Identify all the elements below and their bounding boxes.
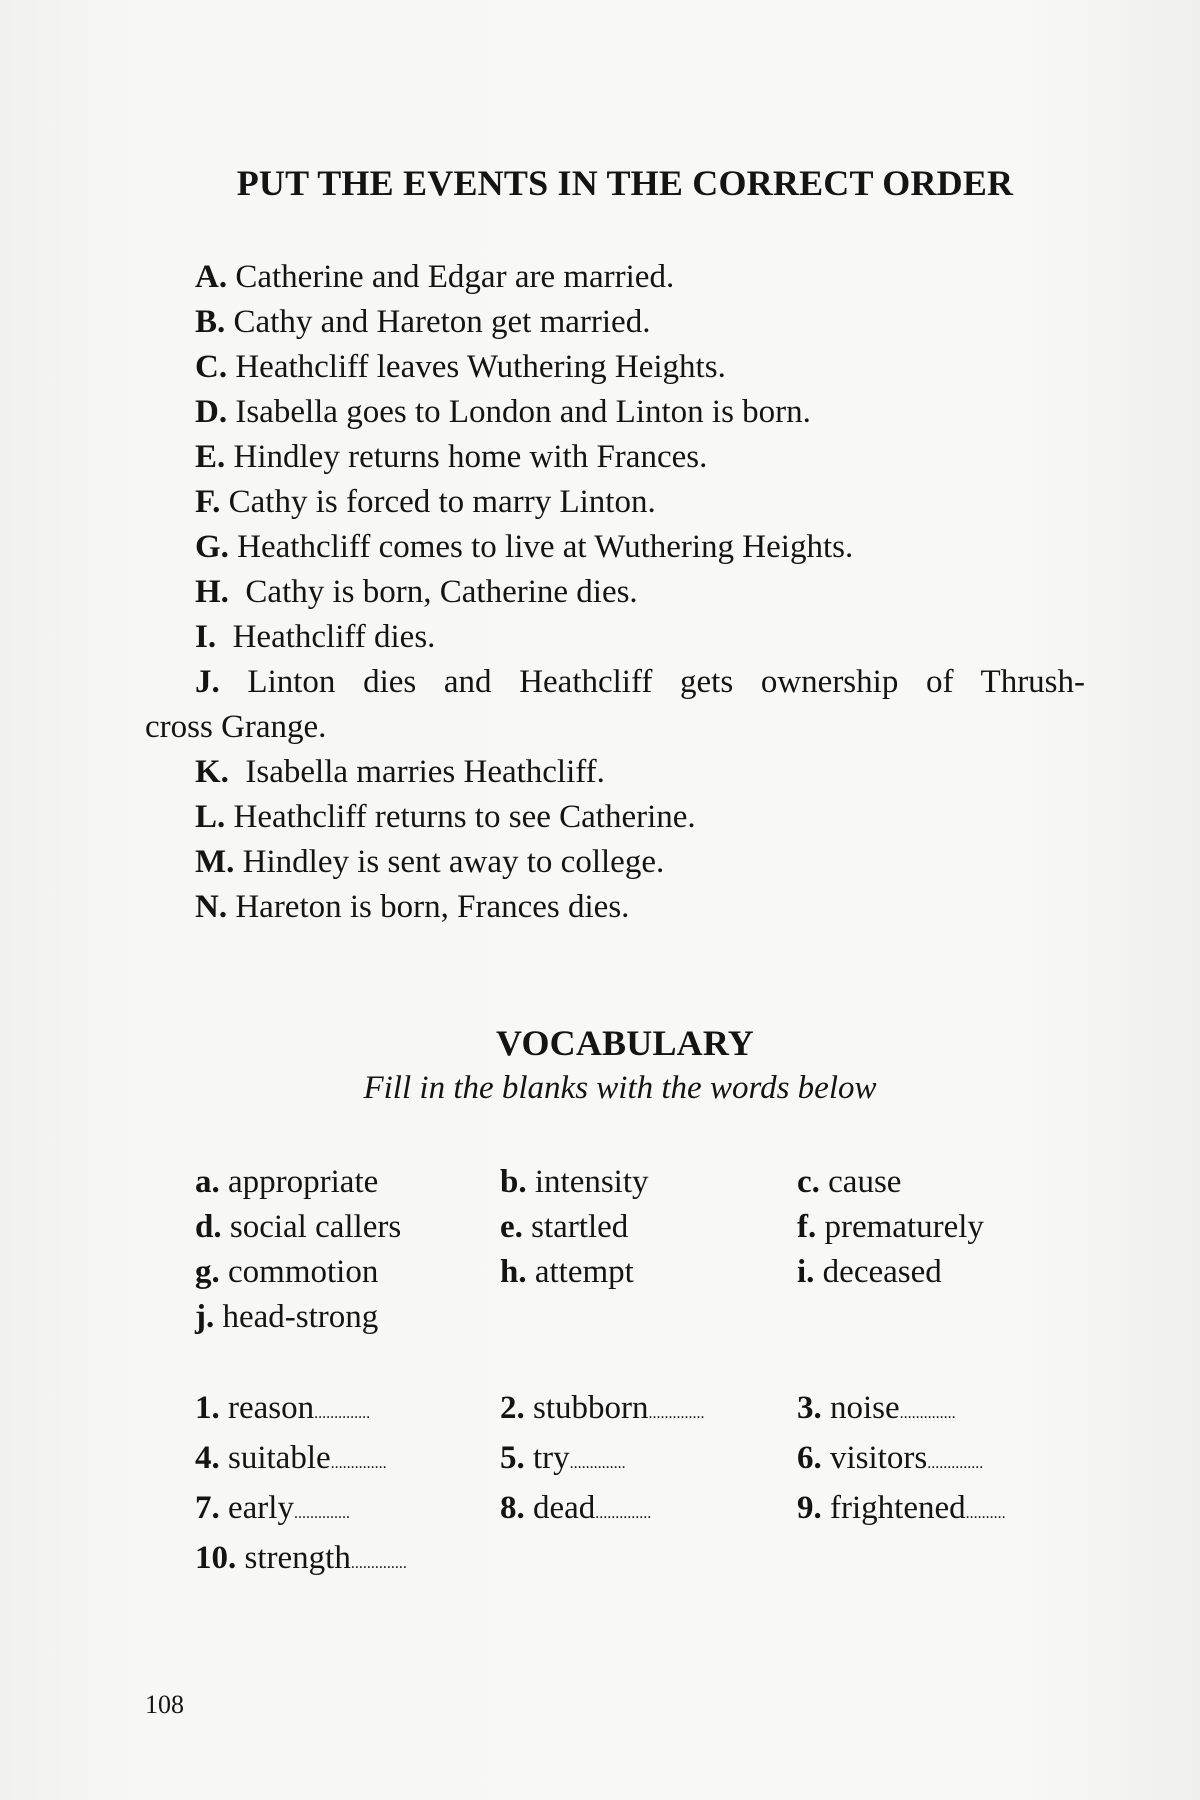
event-item: M. Hindley is sent away to college. bbox=[195, 844, 665, 880]
event-item: N. Hareton is born, Frances dies. bbox=[195, 889, 630, 925]
word-bank-item: b. intensity bbox=[500, 1164, 649, 1200]
answer-blank[interactable]: .............. bbox=[927, 1455, 984, 1472]
exercise-item: 7. early.............. bbox=[195, 1486, 500, 1536]
word-bank-item: i. deceased bbox=[797, 1254, 942, 1290]
event-item: B. Cathy and Hareton get married. bbox=[195, 304, 651, 340]
word-bank-item: c. cause bbox=[797, 1164, 902, 1200]
event-item: E. Hindley returns home with Frances. bbox=[195, 439, 708, 475]
exercise-item: 1. reason.............. bbox=[195, 1386, 500, 1436]
vocabulary-word-bank bbox=[195, 1160, 1097, 1340]
word-bank-item: g. commotion bbox=[195, 1254, 379, 1290]
event-item bbox=[145, 660, 1085, 750]
answer-blank[interactable]: .............. bbox=[899, 1405, 956, 1422]
event-item: G. Heathcliff comes to live at Wuthering Heights. bbox=[195, 529, 854, 565]
answer-blank[interactable]: .............. bbox=[595, 1505, 652, 1522]
word-bank-item: f. prematurely bbox=[797, 1209, 984, 1245]
word-bank-item: e. startled bbox=[500, 1209, 629, 1245]
exercise-item: 8. dead.............. bbox=[500, 1486, 797, 1536]
event-item: I. Heathcliff dies. bbox=[195, 619, 436, 655]
exercise-item: 10. strength.............. bbox=[195, 1536, 500, 1586]
vocabulary-instructions: Fill in the blanks with the words below bbox=[363, 1070, 877, 1106]
answer-blank[interactable]: .............. bbox=[330, 1455, 387, 1472]
exercise-item: 2. stubborn.............. bbox=[500, 1386, 797, 1436]
event-item: F. Cathy is forced to marry Linton. bbox=[195, 484, 656, 520]
exercise-item: 5. try.............. bbox=[500, 1436, 797, 1486]
word-bank-item: a. appropriate bbox=[195, 1164, 379, 1200]
exercise-item: 3. noise.............. bbox=[797, 1386, 1097, 1436]
word-bank-item: h. attempt bbox=[500, 1254, 634, 1290]
vocabulary-title: VOCABULARY bbox=[495, 1023, 755, 1063]
answer-blank[interactable]: .............. bbox=[569, 1455, 626, 1472]
exercise-item: 4. suitable.............. bbox=[195, 1436, 500, 1486]
word-bank-item: d. social callers bbox=[195, 1209, 402, 1245]
event-item: A. Catherine and Edgar are married. bbox=[195, 259, 675, 295]
event-item-continuation: cross Grange. bbox=[145, 709, 327, 745]
answer-blank[interactable]: .............. bbox=[648, 1405, 705, 1422]
exercise-item: 6. visitors.............. bbox=[797, 1436, 1097, 1486]
event-item: C. Heathcliff leaves Wuthering Heights. bbox=[195, 349, 726, 385]
event-item-line: J. Linton dies and Heathcliff gets ownership of Thrush- bbox=[195, 664, 1086, 700]
exercise-item: 9. frightened.......... bbox=[797, 1486, 1097, 1536]
page-number: 108 bbox=[145, 1690, 184, 1719]
vocabulary-exercise bbox=[195, 1386, 1097, 1586]
event-item: L. Heathcliff returns to see Catherine. bbox=[195, 799, 696, 835]
word-bank-item: j. head-strong bbox=[195, 1299, 379, 1335]
events-section-title: PUT THE EVENTS IN THE CORRECT ORDER bbox=[236, 163, 1014, 203]
event-item: D. Isabella goes to London and Linton is born. bbox=[195, 394, 811, 430]
answer-blank[interactable]: .......... bbox=[965, 1505, 1006, 1522]
event-item: K. Isabella marries Heathcliff. bbox=[195, 754, 605, 790]
events-list bbox=[145, 255, 1086, 930]
event-item: H. Cathy is born, Catherine dies. bbox=[195, 574, 638, 610]
answer-blank[interactable]: .............. bbox=[314, 1405, 371, 1422]
answer-blank[interactable]: .............. bbox=[350, 1555, 407, 1572]
answer-blank[interactable]: .............. bbox=[293, 1505, 350, 1522]
